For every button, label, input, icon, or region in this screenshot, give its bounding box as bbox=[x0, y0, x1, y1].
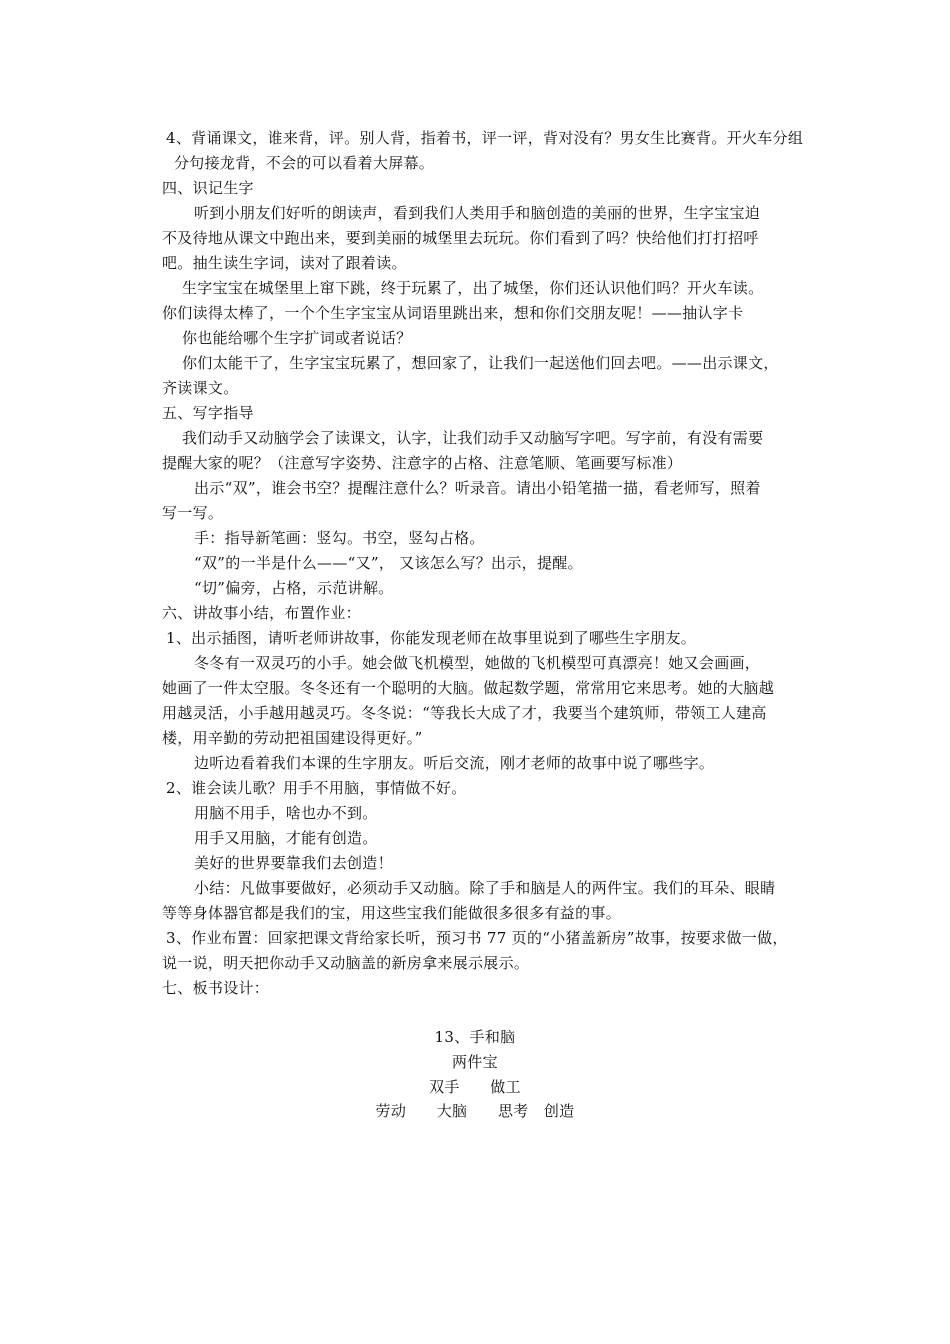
board-row: 劳动 大脑 思考 创造 bbox=[375, 1102, 575, 1120]
text-line: 用手又用脑，才能有创造。 bbox=[194, 829, 378, 847]
text-line: 提醒大家的呢？（注意写字姿势、注意字的占格、注意笔顺、笔画要写标准） bbox=[162, 454, 683, 472]
text-line: 等等身体器官都是我们的宝，用这些宝我们能做很多很多有益的事。 bbox=[162, 904, 622, 922]
board-row: 双手 做工 bbox=[429, 1078, 521, 1096]
text-line: 1、出示插图，请听老师讲故事，你能发现老师在故事里说到了哪些生字朋友。 bbox=[166, 629, 697, 647]
text-line: 生字宝宝在城堡里上窜下跳，终于玩累了，出了城堡，你们还认识他们吗？开火车读。 bbox=[182, 279, 764, 297]
text-line: 分句接龙背，不会的可以看着大屏幕。 bbox=[174, 154, 435, 172]
text-line: 出示“双”，谁会书空？提醒注意什么？听录音。请出小铅笔描一描，看老师写，照着 bbox=[194, 479, 761, 497]
text-line: 2、谁会读儿歌？用手不用脑，事情做不好。 bbox=[166, 779, 467, 797]
text-line: 齐读课文。 bbox=[162, 379, 239, 397]
text-line: 听到小朋友们好听的朗读声，看到我们人类用手和脑创造的美丽的世界，生字宝宝迫 bbox=[194, 204, 761, 222]
text-line: 手：指导新笔画：竖勾。书空，竖勾占格。 bbox=[194, 529, 485, 547]
text-line: 她画了一件太空服。冬冬还有一个聪明的大脑。做起数学题，常常用它来思考。她的大脑越 bbox=[162, 679, 775, 697]
text-line: 美好的世界要靠我们去创造！ bbox=[194, 854, 393, 872]
board-subtitle: 两件宝 bbox=[452, 1053, 498, 1071]
text-line: 用脑不用手，啥也办不到。 bbox=[194, 804, 378, 822]
text-line: 不及待地从课文中跑出来，要到美丽的城堡里去玩玩。你们看到了吗？快给他们打打招呼 bbox=[162, 229, 759, 247]
text-line: 用越灵活，小手越用越灵巧。冬冬说：“等我长大成了才，我要当个建筑师，带领工人建高 bbox=[162, 704, 767, 722]
text-line: “切”偏旁，占格，示范讲解。 bbox=[194, 579, 394, 597]
text-line: “双”的一半是什么——“又”， 又该怎么写？出示，提醒。 bbox=[194, 554, 583, 572]
text-line: 吧。抽生读生字词，读对了跟着读。 bbox=[162, 254, 407, 272]
text-line: 你们太能干了，生字宝宝玩累了，想回家了，让我们一起送他们回去吧。——出示课文， bbox=[182, 354, 779, 372]
section-heading: 五、写字指导 bbox=[162, 404, 254, 422]
text-line: 说一说，明天把你动手又动脑盖的新房拿来展示展示。 bbox=[162, 954, 530, 972]
text-line: 边听边看着我们本课的生字朋友。听后交流，刚才老师的故事中说了哪些字。 bbox=[194, 754, 715, 772]
section-heading: 七、板书设计： bbox=[162, 979, 270, 997]
section-heading: 六、讲故事小结，布置作业： bbox=[162, 604, 361, 622]
text-line: 冬冬有一双灵巧的小手。她会做飞机模型，她做的飞机模型可真漂亮！她又会画画， bbox=[194, 654, 761, 672]
text-line: 4、背诵课文，谁来背，评。别人背，指着书，评一评，背对没有？男女生比赛背。开火车分组 bbox=[166, 129, 804, 147]
text-line: 小结：凡做事要做好，必须动手又动脑。除了手和脑是人的两件宝。我们的耳朵、眼睛 bbox=[194, 879, 776, 897]
text-line: 楼，用辛勤的劳动把祖国建设得更好。” bbox=[162, 729, 423, 747]
section-heading: 四、识记生字 bbox=[162, 179, 254, 197]
text-line: 写一写。 bbox=[162, 504, 224, 522]
text-line: 你也能给哪个生字扩词或者说话？ bbox=[182, 329, 412, 347]
board-title: 13、手和脑 bbox=[434, 1028, 516, 1046]
text-line: 你们读得太棒了，一个个生字宝宝从词语里跳出来，想和你们交朋友呢！——抽认字卡 bbox=[162, 304, 744, 322]
text-line: 3、作业布置：回家把课文背给家长听，预习书 77 页的“小猪盖新房”故事，按要求做一做， bbox=[166, 929, 788, 947]
text-line: 我们动手又动脑学会了读课文，认字，让我们动手又动脑写字吧。写字前，有没有需要 bbox=[182, 429, 764, 447]
